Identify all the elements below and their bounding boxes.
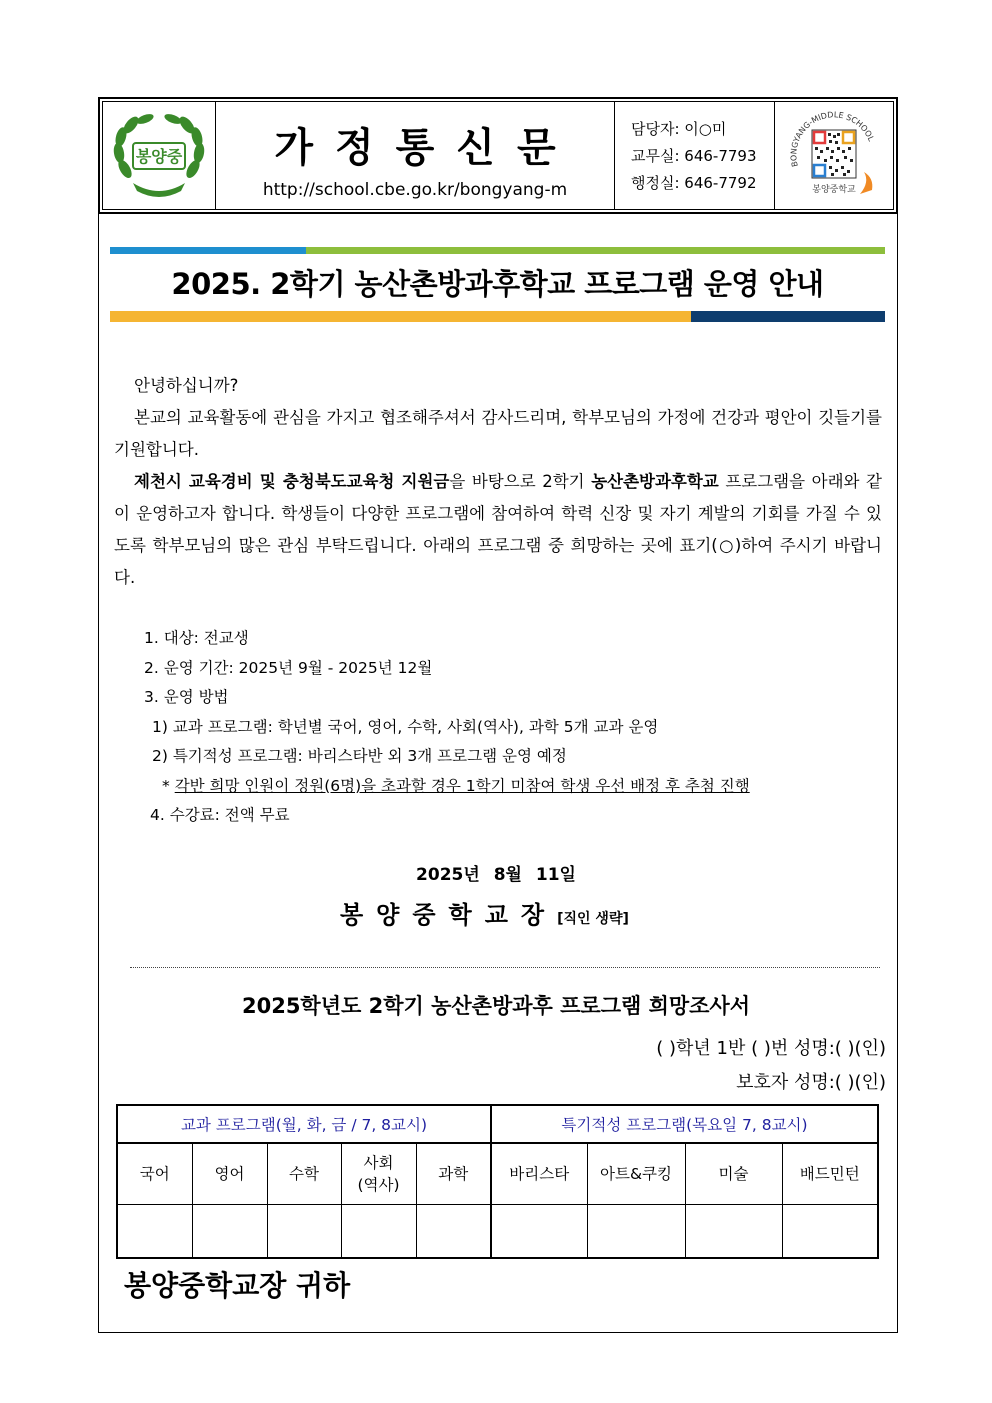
col-badminton: 배드민턴 bbox=[782, 1143, 878, 1205]
letter-body bbox=[114, 370, 882, 594]
item-method: 3. 운영 방법 bbox=[144, 688, 229, 706]
choice-cell-art[interactable] bbox=[685, 1205, 782, 1259]
contact-info bbox=[615, 102, 775, 209]
school-url[interactable]: http://school.cbe.go.kr/bongyang-m bbox=[262, 180, 568, 200]
choice-cell-math[interactable] bbox=[267, 1205, 341, 1259]
contact-teacher: 담당자: 이○미 bbox=[631, 120, 727, 138]
contact-academic-office: 교무실: 646-7793 bbox=[631, 147, 757, 165]
col-barista: 바리스타 bbox=[491, 1143, 587, 1205]
item-fee: 4. 수강료: 전액 무료 bbox=[150, 806, 290, 824]
group-header-academic: 교과 프로그램(월, 화, 금 / 7, 8교시) bbox=[117, 1105, 491, 1143]
choice-cell-badminton[interactable] bbox=[782, 1205, 878, 1259]
title-bar-top-blue bbox=[110, 247, 306, 254]
choice-cell-science[interactable] bbox=[416, 1205, 491, 1259]
program-name: 농산촌방과후학교 bbox=[591, 472, 719, 491]
col-science: 과학 bbox=[416, 1143, 491, 1205]
title-bar-bottom-orange bbox=[110, 311, 691, 322]
page-title: 2025. 2학기 농산촌방과후학교 프로그램 운영 안내 bbox=[171, 267, 824, 301]
doc-type-title: 가정통신문 bbox=[274, 125, 578, 171]
greeting: 안녕하십니까? bbox=[134, 376, 239, 395]
paragraph-1: 본교의 교육활동에 관심을 가지고 협조해주셔서 감사드리며, 학부모님의 가정에 건강과 평안이 깃들기를 기원합니다. bbox=[114, 408, 882, 459]
item-method-1: 1) 교과 프로그램: 학년별 국어, 영어, 수학, 사회(역사), 과학 5개 교과 운영 bbox=[152, 717, 659, 736]
letterhead bbox=[98, 97, 898, 214]
col-art: 미술 bbox=[685, 1143, 782, 1205]
closing-addressee: 봉양중학교장 귀하 bbox=[124, 1269, 351, 1302]
contact-admin-office: 행정실: 646-7792 bbox=[631, 174, 757, 192]
principal-signature: 봉양중학교장[직인 생략] bbox=[340, 901, 629, 929]
paragraph-2: 제천시 교육경비 및 충청북도교육청 지원금을 바탕으로 2학기 농산촌방과후학교 프로그램을 아래와 같이 운영하고자 합니다. 학생들이 다양한 프로그램에 참여하여 학력 신장 및 자기 계발의 기회를 가질 수 있도록 학부모님의 많은 관심 부탁드립니다. 아래의 프로그램 중 희망하는 곳에 표기(○)하여 주시기 바랍니다. bbox=[114, 472, 882, 587]
choice-cell-art-cooking[interactable] bbox=[587, 1205, 685, 1259]
choice-cell-barista[interactable] bbox=[491, 1205, 587, 1259]
title-bar-bottom-navy bbox=[691, 311, 885, 322]
details-list bbox=[144, 624, 750, 831]
survey-title: 2025학년도 2학기 농산촌방과후 프로그램 희망조사서 bbox=[241, 994, 751, 1018]
svg-text:봉양중학교: 봉양중학교 bbox=[812, 184, 856, 195]
svg-text:BONGYANG-MIDDLE SCHOOL: BONGYANG-MIDDLE SCHOOL bbox=[789, 109, 876, 168]
choice-cell-korean[interactable] bbox=[117, 1205, 192, 1259]
title-bar-top-green bbox=[306, 247, 885, 254]
item-period: 2. 운영 기간: 2025년 9월 - 2025년 12월 bbox=[144, 658, 433, 677]
seal-note: [직인 생략] bbox=[557, 911, 629, 927]
item-method-2: 2) 특기적성 프로그램: 바리스타반 외 3개 프로그램 운영 예정 bbox=[152, 747, 567, 765]
funding-source: 제천시 교육경비 및 충청북도교육청 지원금 bbox=[134, 472, 450, 491]
cut-line bbox=[130, 967, 880, 968]
school-logo bbox=[103, 102, 216, 209]
col-english: 영어 bbox=[192, 1143, 267, 1205]
parent-signature-line[interactable]: 보호자 성명:( )(인) bbox=[736, 1072, 886, 1093]
col-math: 수학 bbox=[267, 1143, 341, 1205]
program-choice-table bbox=[116, 1104, 879, 1259]
qr-emblem bbox=[775, 102, 893, 209]
svg-text:봉양중: 봉양중 bbox=[135, 146, 183, 166]
col-art-cooking: 아트&쿠킹 bbox=[587, 1143, 685, 1205]
col-korean: 국어 bbox=[117, 1143, 192, 1205]
group-header-special: 특기적성 프로그램(목요일 7, 8교시) bbox=[491, 1105, 878, 1143]
item-note: * 각반 희망 인원이 정원(6명)을 초과할 경우 1학기 미참여 학생 우선 배정 후 추첨 진행 bbox=[162, 776, 750, 795]
choice-cell-english[interactable] bbox=[192, 1205, 267, 1259]
choice-cell-social[interactable] bbox=[341, 1205, 416, 1259]
issue-date: 2025년 8월 11일 bbox=[416, 865, 576, 885]
student-signature-line[interactable]: ( )학년 1반 ( )번 성명:( )(인) bbox=[656, 1038, 886, 1059]
col-social: 사회 (역사) bbox=[341, 1143, 416, 1205]
item-target: 1. 대상: 전교생 bbox=[144, 629, 249, 647]
